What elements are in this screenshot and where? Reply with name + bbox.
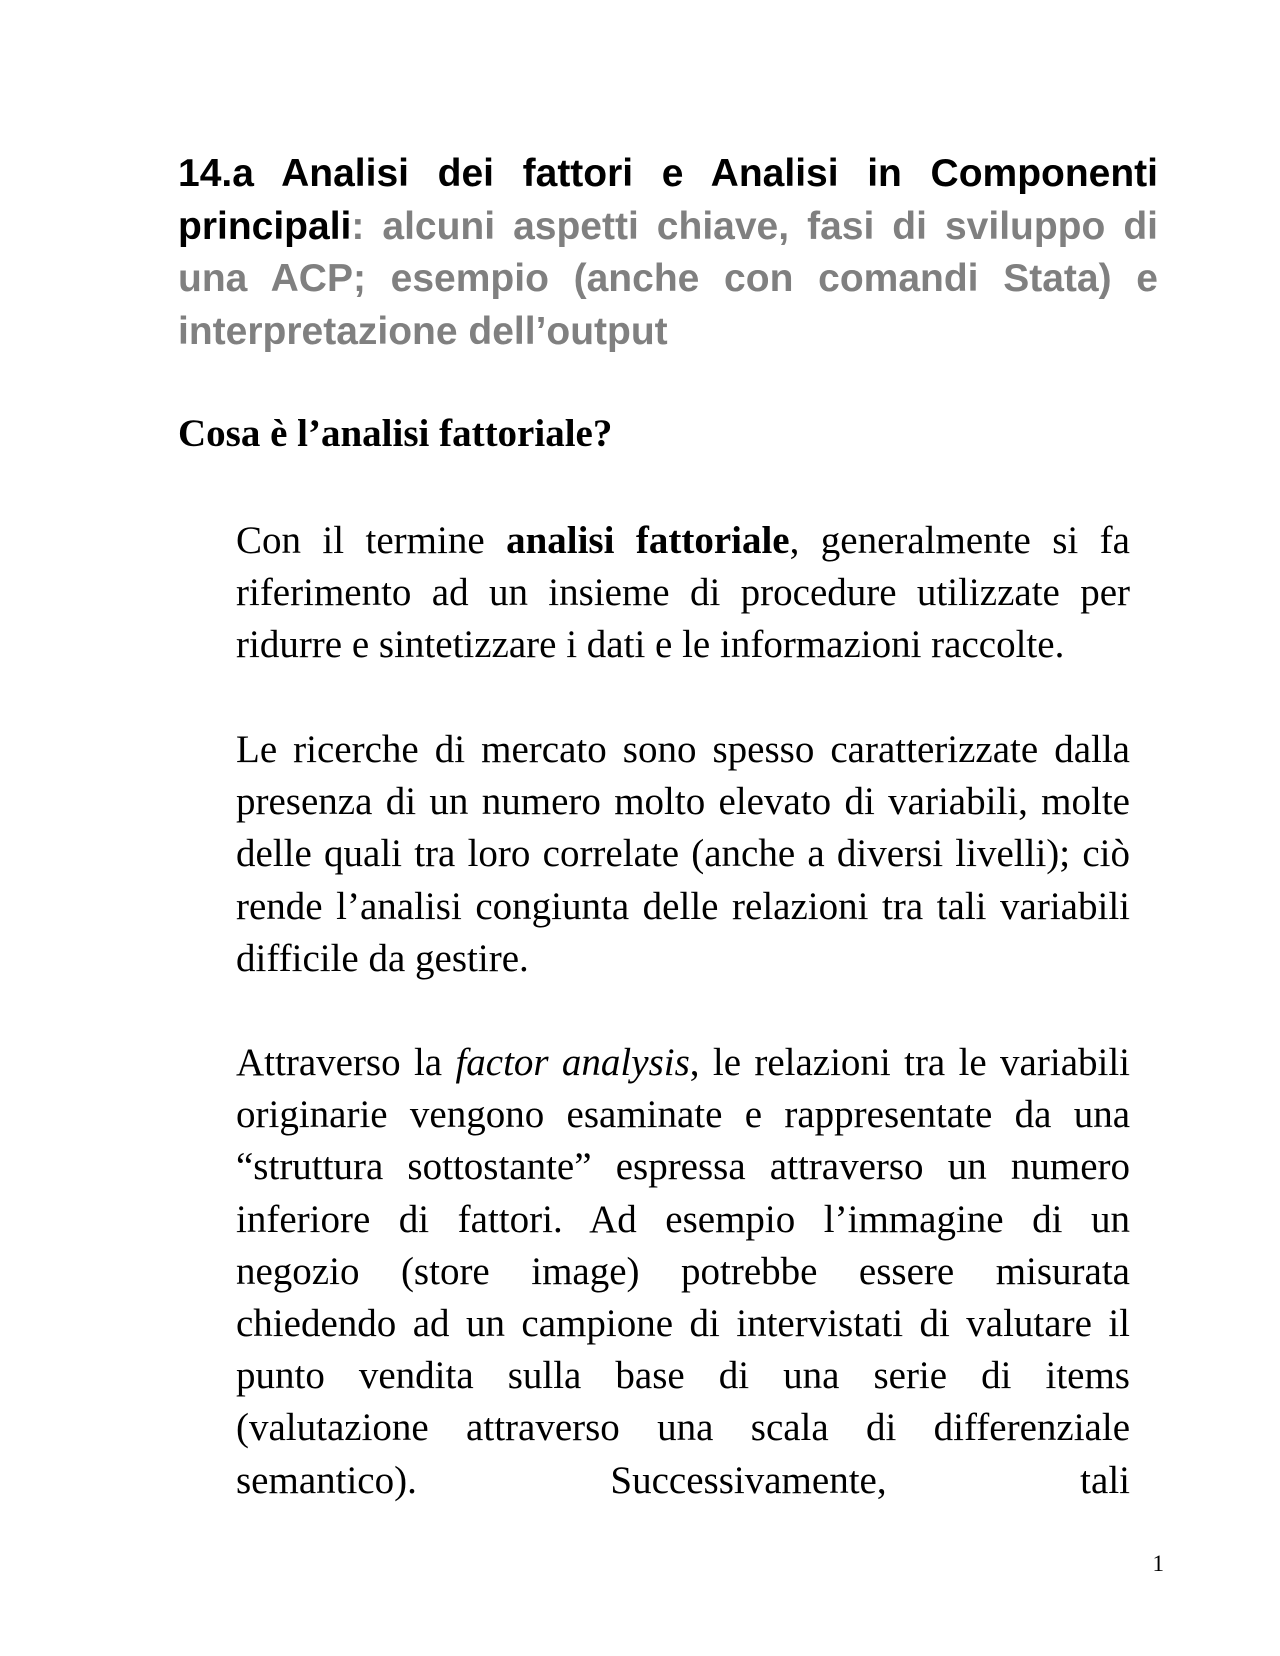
paragraph-definition	[236, 515, 1130, 672]
page-number: 1	[1152, 1551, 1164, 1576]
term-analisi-fattoriale: analisi fattoriale	[506, 519, 790, 562]
paragraph-definition-post: , generalmente si fa riferimento ad un insieme di procedure utilizzate per ridurre e sintetizzare i dati e le informazioni raccolte.	[236, 519, 1130, 667]
paragraph-factor-analysis-pre: Attraverso la	[236, 1041, 456, 1084]
paragraph-factor-analysis-post: , le relazioni tra le variabili originarie vengono esaminate e rappresentate da una “struttura sottostante” espressa attraverso un numero inferiore di fattori. Ad esempio l’immagine di un negozio (store image) potrebbe essere misurata chiedendo ad un campione di intervistati di valutare il punto vendita sulla base di una serie di items (valutazione attraverso una scala di differenziale semantico). Successivamente, tali	[236, 1041, 1131, 1502]
document-title	[178, 148, 1158, 358]
section-heading: Cosa è l’analisi fattoriale?	[178, 412, 613, 455]
paragraph-market-research: Le ricerche di mercato sono spesso caratterizzate dalla presenza di un numero molto elevato di variabili, molte delle quali tra loro correlate (anche a diversi livelli); ciò rende l’analisi congiunta delle relazioni tra tali variabili difficile da gestire.	[236, 728, 1130, 980]
title-subtitle: : alcuni aspetti chiave, fasi di sviluppo di una ACP; esempio (anche con comandi Stata) e interpretazione dell’output	[178, 204, 1158, 353]
title-main: 14.a Analisi dei fattori e Analisi in Componenti principali	[178, 152, 1158, 248]
term-factor-analysis: factor analysis	[455, 1041, 690, 1084]
paragraph-definition-pre: Con il termine	[236, 519, 507, 562]
paragraph-factor-analysis	[236, 1037, 1130, 1507]
